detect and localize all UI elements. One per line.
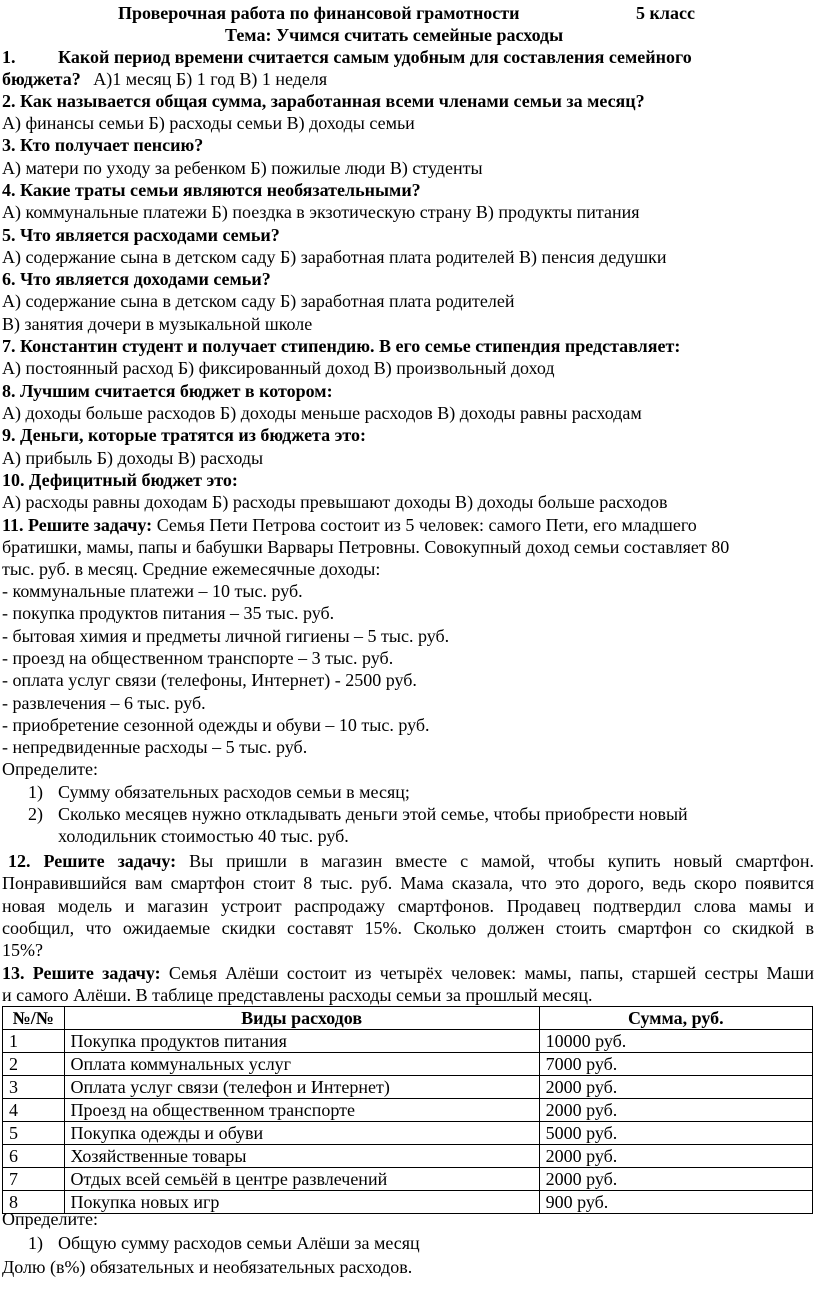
task11-label: 11. Решите задачу: <box>2 515 153 535</box>
task12-label: 12. Решите задачу: <box>8 851 177 871</box>
q1-text: Какой период времени считается самым удобным для составления семейного <box>58 47 692 67</box>
table-row <box>3 1122 813 1145</box>
task11-expense-item: - проезд на общественном транспорте – 3 тыс. руб. <box>2 648 394 668</box>
task13-q2: Долю (в%) обязательных и необязательных расходов. <box>2 1257 413 1277</box>
task11-expense-item: - коммунальные платежи – 10 тыс. руб. <box>2 581 303 601</box>
q2-title: 2. Как называется общая сумма, заработанная всеми членами семьи за месяц? <box>2 91 645 111</box>
task11-expense-item: - приобретение сезонной одежды и обуви – 10 тыс. руб. <box>2 715 430 735</box>
cell-expense-type: Покупка новых игр <box>64 1191 539 1214</box>
task11-expense-item: - развлечения – 6 тыс. руб. <box>2 693 206 713</box>
cell-expense-type: Оплата коммунальных услуг <box>64 1053 539 1076</box>
task13-determine: Определите: <box>2 1209 99 1229</box>
q6-title: 6. Что является доходами семьи? <box>2 269 271 289</box>
task11-q1-number: 1) <box>28 782 43 802</box>
table-row <box>3 1053 813 1076</box>
q1-text-cont: бюджета? <box>2 69 81 89</box>
task13-q1-number: 1) <box>28 1233 43 1253</box>
cell-amount: 900 руб. <box>539 1191 812 1214</box>
task11-expense-item: - бытовая химия и предметы личной гигиены – 5 тыс. руб. <box>2 626 450 646</box>
task12-line4: сообщил, что ожидаемые скидки составят 15%. Сколько должен стоить смартфон со скидкой в <box>2 918 814 938</box>
task11-determine: Определите: <box>2 759 99 779</box>
q1-number: 1. <box>2 47 16 67</box>
task11-intro <box>2 514 697 536</box>
q10-title: 10. Дефицитный бюджет это: <box>2 470 238 490</box>
task11-expense-item: - непредвиденные расходы – 5 тыс. руб. <box>2 737 308 757</box>
cell-number: 7 <box>3 1168 65 1191</box>
table-row <box>3 1145 813 1168</box>
task12-line2: Понравившийся вам смартфон стоит 8 тыс. руб. Мама сказала, что это дорого, ведь скоро появится <box>2 873 814 893</box>
table-row <box>3 1099 813 1122</box>
cell-number: 2 <box>3 1053 65 1076</box>
cell-number: 5 <box>3 1122 65 1145</box>
q1-line2 <box>2 68 327 90</box>
cell-amount: 2000 руб. <box>539 1076 812 1099</box>
cell-amount: 7000 руб. <box>539 1053 812 1076</box>
task11-line: братишки, мамы, папы и бабушки Варвары Петровны. Совокупный доход семьи составляет 80 <box>2 537 730 557</box>
cell-expense-type: Проезд на общественном транспорте <box>64 1099 539 1122</box>
cell-expense-type: Хозяйственные товары <box>64 1145 539 1168</box>
cell-number: 3 <box>3 1076 65 1099</box>
cell-expense-type: Отдых всей семьёй в центре развлечений <box>64 1168 539 1191</box>
q1-options: А)1 месяц Б) 1 год В) 1 неделя <box>93 69 328 89</box>
q7-title: 7. Константин студент и получает стипендию. В его семье стипендия представляет: <box>2 336 681 356</box>
task13-line2: и самого Алёши. В таблице представлены расходы семьи за прошлый месяц. <box>2 985 593 1005</box>
cell-expense-type: Оплата услуг связи (телефон и Интернет) <box>64 1076 539 1099</box>
q9-options: А) прибыль Б) доходы В) расходы <box>2 448 264 468</box>
q8-options: А) доходы больше расходов Б) доходы меньше расходов В) доходы равны расходам <box>2 403 642 423</box>
table-row <box>3 1191 813 1214</box>
q9-title: 9. Деньги, которые тратятся из бюджета это: <box>2 425 366 445</box>
expenses-table <box>2 1006 813 1214</box>
cell-number: 6 <box>3 1145 65 1168</box>
task11-q1: Сумму обязательных расходов семьи в месяц; <box>58 782 410 802</box>
q5-options: А) содержание сына в детском саду Б) заработная плата родителей В) пенсия дедушки <box>2 247 667 267</box>
task11-expense-item: - оплата услуг связи (телефоны, Интернет) - 2500 руб. <box>2 670 417 690</box>
cell-number: 8 <box>3 1191 65 1214</box>
cell-amount: 10000 руб. <box>539 1030 812 1053</box>
task12-line5: 15%? <box>2 940 43 960</box>
cell-expense-type: Покупка продуктов питания <box>64 1030 539 1053</box>
cell-amount: 5000 руб. <box>539 1122 812 1145</box>
cell-amount: 2000 руб. <box>539 1099 812 1122</box>
worksheet-title: Проверочная работа по финансовой грамотности <box>118 3 520 23</box>
task13-line1 <box>2 962 814 984</box>
table-row <box>3 1030 813 1053</box>
task11-q2-cont: холодильник стоимостью 40 тыс. руб. <box>58 826 349 846</box>
col-header-expense-type: Виды расходов <box>64 1007 539 1030</box>
q6-options: А) содержание сына в детском саду Б) заработная плата родителей <box>2 291 515 311</box>
q3-options: А) матери по уходу за ребенком Б) пожилые люди В) студенты <box>2 158 483 178</box>
task12-line1 <box>2 850 814 872</box>
topic-title: Тема: Учимся считать семейные расходы <box>225 25 564 45</box>
task13-q1: Общую сумму расходов семьи Алёши за месяц <box>58 1233 420 1253</box>
task12-line3: новая модель и магазин устроит распродажу смартфонов. Продавец подтвердил слова мамы и <box>2 896 814 916</box>
table-row <box>3 1168 813 1191</box>
task13-label: 13. Решите задачу: <box>2 963 161 983</box>
col-header-number: №/№ <box>3 1007 65 1030</box>
q3-title: 3. Кто получает пенсию? <box>2 135 204 155</box>
task11-q2: Сколько месяцев нужно откладывать деньги этой семье, чтобы приобрести новый <box>58 804 688 824</box>
cell-expense-type: Покупка одежды и обуви <box>64 1122 539 1145</box>
task11-expense-item: - покупка продуктов питания – 35 тыс. руб. <box>2 603 335 623</box>
task12-text: Вы пришли в магазин вместе с мамой, чтобы купить новый смартфон. <box>176 851 814 871</box>
q8-title: 8. Лучшим считается бюджет в котором: <box>2 381 333 401</box>
q4-options: А) коммунальные платежи Б) поездка в экзотическую страну В) продукты питания <box>2 202 640 222</box>
task11-text: Семья Пети Петрова состоит из 5 человек: самого Пети, его младшего <box>152 515 697 535</box>
task11-q2-number: 2) <box>28 804 43 824</box>
grade-label: 5 класс <box>636 3 695 23</box>
table-row <box>3 1076 813 1099</box>
q5-title: 5. Что является расходами семьи? <box>2 225 280 245</box>
cell-number: 4 <box>3 1099 65 1122</box>
task13-text: Семья Алёши состоит из четырёх человек: мамы, папы, старшей сестры Маши <box>160 963 815 983</box>
q4-title: 4. Какие траты семьи являются необязательными? <box>2 180 421 200</box>
q6-options-cont: В) занятия дочери в музыкальной школе <box>2 314 313 334</box>
task11-line: тыс. руб. в месяц. Средние ежемесячные доходы: <box>2 559 381 579</box>
q7-options: А) постоянный расход Б) фиксированный доход В) произвольный доход <box>2 358 555 378</box>
cell-number: 1 <box>3 1030 65 1053</box>
col-header-amount: Сумма, руб. <box>539 1007 812 1030</box>
cell-amount: 2000 руб. <box>539 1145 812 1168</box>
cell-amount: 2000 руб. <box>539 1168 812 1191</box>
table-header-row <box>3 1007 813 1030</box>
q2-options: А) финансы семьи Б) расходы семьи В) доходы семьи <box>2 113 415 133</box>
q10-options: А) расходы равны доходам Б) расходы превышают доходы В) доходы больше расходов <box>2 492 668 512</box>
